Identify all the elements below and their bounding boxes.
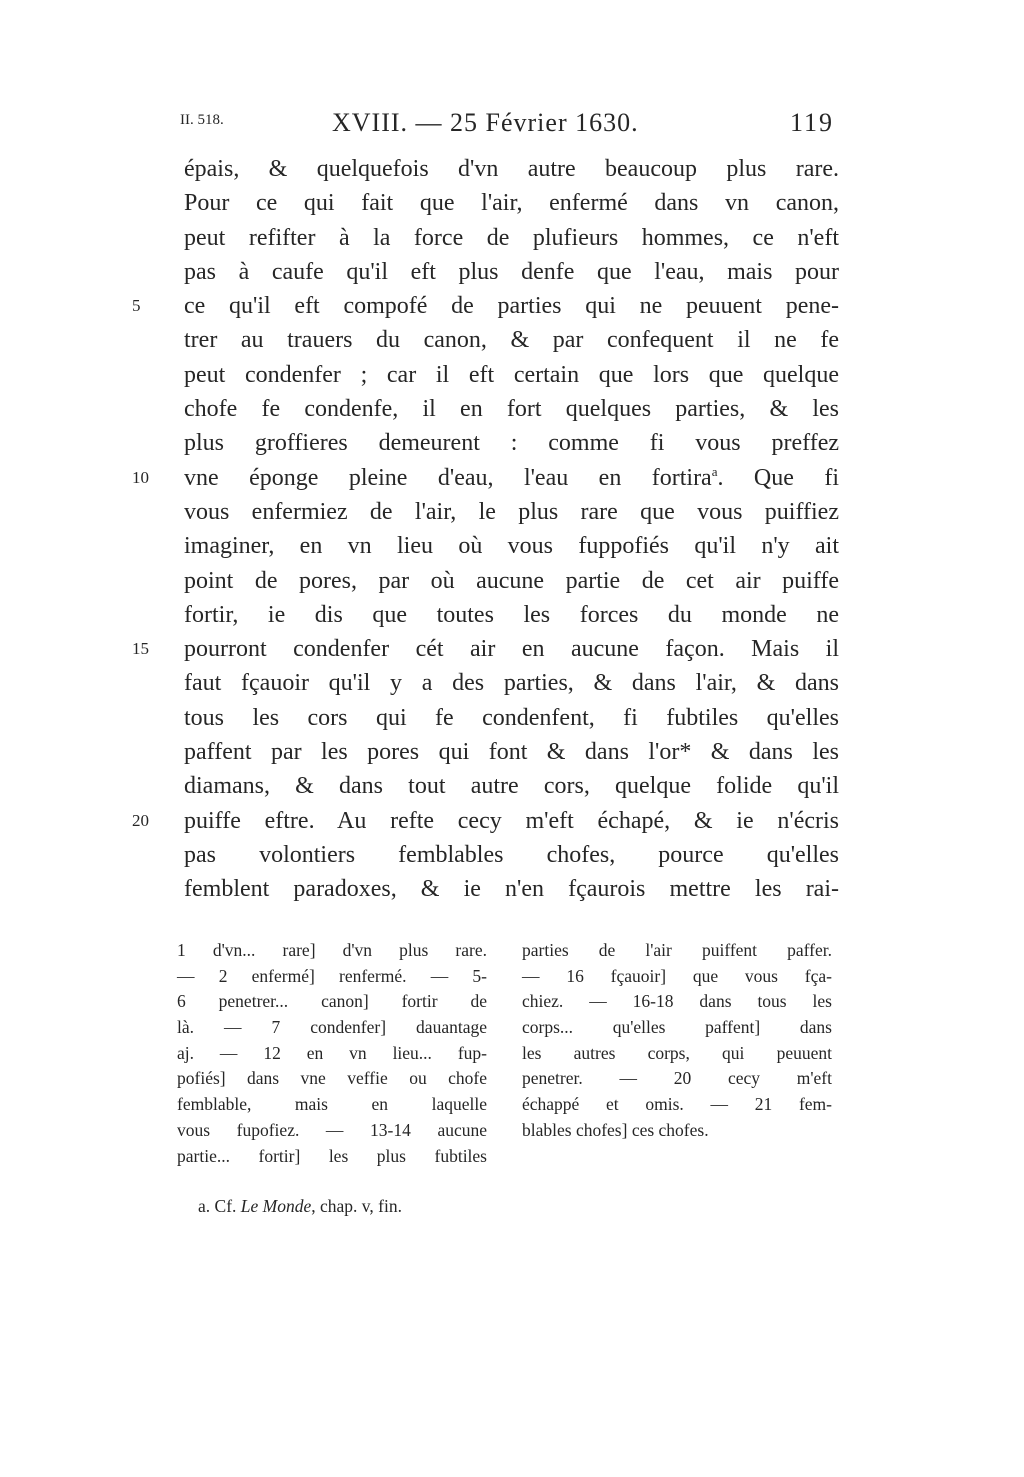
line-text: chofe fe condenfe, il en fort quelques parties, & les bbox=[184, 396, 839, 423]
line-text: peut condenfer ; car il eft certain que lors que quelque bbox=[184, 361, 839, 388]
note-line: aj. — 12 en vn lieu... fup- bbox=[177, 1042, 487, 1063]
line-text-after: . Que fi bbox=[717, 464, 839, 491]
page-number: 119 bbox=[790, 108, 835, 137]
text-line bbox=[184, 255, 839, 289]
text-line bbox=[184, 769, 839, 803]
text-line bbox=[132, 632, 839, 666]
note-line: — 16 fçauoir] que vous fça- bbox=[522, 965, 832, 986]
text-line bbox=[184, 426, 839, 460]
line-number: 5 bbox=[132, 296, 141, 316]
line-text: point de pores, par où aucune partie de cet air puiffe bbox=[184, 567, 839, 594]
line-text: peut refifter à la force de plufieurs hommes, ce n'eft bbox=[184, 224, 839, 251]
line-text: vne éponge pleine d'eau, l'eau en fortira bbox=[184, 464, 712, 491]
text-line bbox=[184, 392, 839, 426]
text-line bbox=[184, 666, 839, 700]
line-text: épais, & quelquefois d'vn autre beaucoup plus rare. bbox=[184, 156, 839, 182]
letter-title: XVIII. — 25 Février 1630. bbox=[332, 108, 639, 137]
note-line: femblable, mais en laquelle bbox=[177, 1094, 487, 1115]
line-number: 20 bbox=[132, 810, 149, 830]
running-header bbox=[0, 108, 1024, 148]
text-line bbox=[184, 838, 839, 872]
note-line: là. — 7 condenfer] dauantage bbox=[177, 1017, 487, 1038]
text-line bbox=[132, 289, 839, 323]
note-line: pofiés] dans vne veffie ou chofe bbox=[177, 1068, 487, 1089]
line-text: plus groffieres demeurent : comme fi vous preffez bbox=[184, 430, 839, 457]
text-line bbox=[184, 872, 839, 906]
line-text: vous enfermiez de l'air, le plus rare que vous puiffiez bbox=[184, 498, 839, 525]
note-line: les autres corps, qui peuuent bbox=[522, 1042, 832, 1063]
line-text: fortir, ie dis que toutes les forces du monde ne bbox=[184, 601, 839, 628]
note-line: blables chofes] ces chofes. bbox=[522, 1119, 709, 1140]
note-line: partie... fortir] les plus fubtiles bbox=[177, 1145, 487, 1166]
text-line bbox=[184, 529, 839, 563]
footnote-prefix: a. Cf. bbox=[198, 1196, 241, 1216]
footnote-work: Le Monde bbox=[240, 1196, 312, 1216]
note-line: parties de l'air puiffent paffer. bbox=[522, 940, 832, 960]
text-line bbox=[184, 564, 839, 598]
note-line: corps... qu'elles paffent] dans bbox=[522, 1017, 832, 1038]
line-text: trer au trauers du canon, & par confequent il ne fe bbox=[184, 327, 839, 354]
line-text: pas volontiers femblables chofes, pource qu'elles bbox=[184, 841, 839, 868]
line-text: puiffe eftre. Au refte cecy m'eft échapé, & ie n'écris bbox=[184, 807, 839, 834]
footnote-marker: a bbox=[711, 463, 718, 479]
main-text bbox=[132, 152, 839, 907]
line-text: Pour ce qui fait que l'air, enfermé dans vn canon, bbox=[184, 190, 839, 217]
text-line bbox=[184, 598, 839, 632]
line-text: pas à caufe qu'il eft plus denfe que l'eau, mais pour bbox=[184, 258, 839, 285]
note-line: échappé et omis. — 21 fem- bbox=[522, 1094, 832, 1115]
line-text: tous les cors qui fe condenfent, fi fubtiles qu'elles bbox=[184, 704, 839, 731]
note-line: chiez. — 16-18 dans tous les bbox=[522, 991, 832, 1012]
note-line: — 2 enfermé] renfermé. — 5- bbox=[177, 965, 487, 986]
note-line: 6 penetrer... canon] fortir de bbox=[177, 991, 487, 1012]
page-reference: II. 518. bbox=[180, 112, 224, 128]
note-line: penetrer. — 20 cecy m'eft bbox=[522, 1068, 832, 1089]
text-line bbox=[184, 735, 839, 769]
line-text: diamans, & dans tout autre cors, quelque folide qu'il bbox=[184, 773, 839, 800]
notes-left-column bbox=[177, 938, 487, 1169]
notes-right-column bbox=[522, 938, 832, 1144]
line-text: paffent par les pores qui font & dans l'or* & dans les bbox=[184, 739, 839, 766]
text-line bbox=[184, 358, 839, 392]
line-number: 15 bbox=[132, 639, 149, 659]
text-line bbox=[184, 323, 839, 357]
footnote-suffix: , chap. v, fin. bbox=[311, 1196, 402, 1216]
line-text: pourront condenfer cét air en aucune façon. Mais il bbox=[184, 636, 839, 663]
text-line bbox=[184, 701, 839, 735]
text-line bbox=[184, 221, 839, 255]
line-text: imaginer, en vn lieu où vous fuppofiés qu'il n'y ait bbox=[184, 533, 839, 560]
line-text: faut fçauoir qu'il y a des parties, & dans l'air, & dans bbox=[184, 670, 839, 697]
text-line bbox=[184, 186, 839, 220]
line-number: 10 bbox=[132, 467, 149, 487]
note-line: 1 d'vn... rare] d'vn plus rare. bbox=[177, 940, 487, 960]
line-text: femblent paradoxes, & ie n'en fçaurois mettre les rai- bbox=[184, 876, 839, 903]
note-line: vous fupofiez. — 13-14 aucune bbox=[177, 1119, 487, 1140]
text-line bbox=[184, 152, 839, 186]
footnote bbox=[198, 1196, 402, 1217]
text-line bbox=[132, 461, 839, 495]
line-text: ce qu'il eft compofé de parties qui ne peuuent pene- bbox=[184, 293, 839, 320]
text-line bbox=[184, 495, 839, 529]
text-line bbox=[132, 804, 839, 838]
